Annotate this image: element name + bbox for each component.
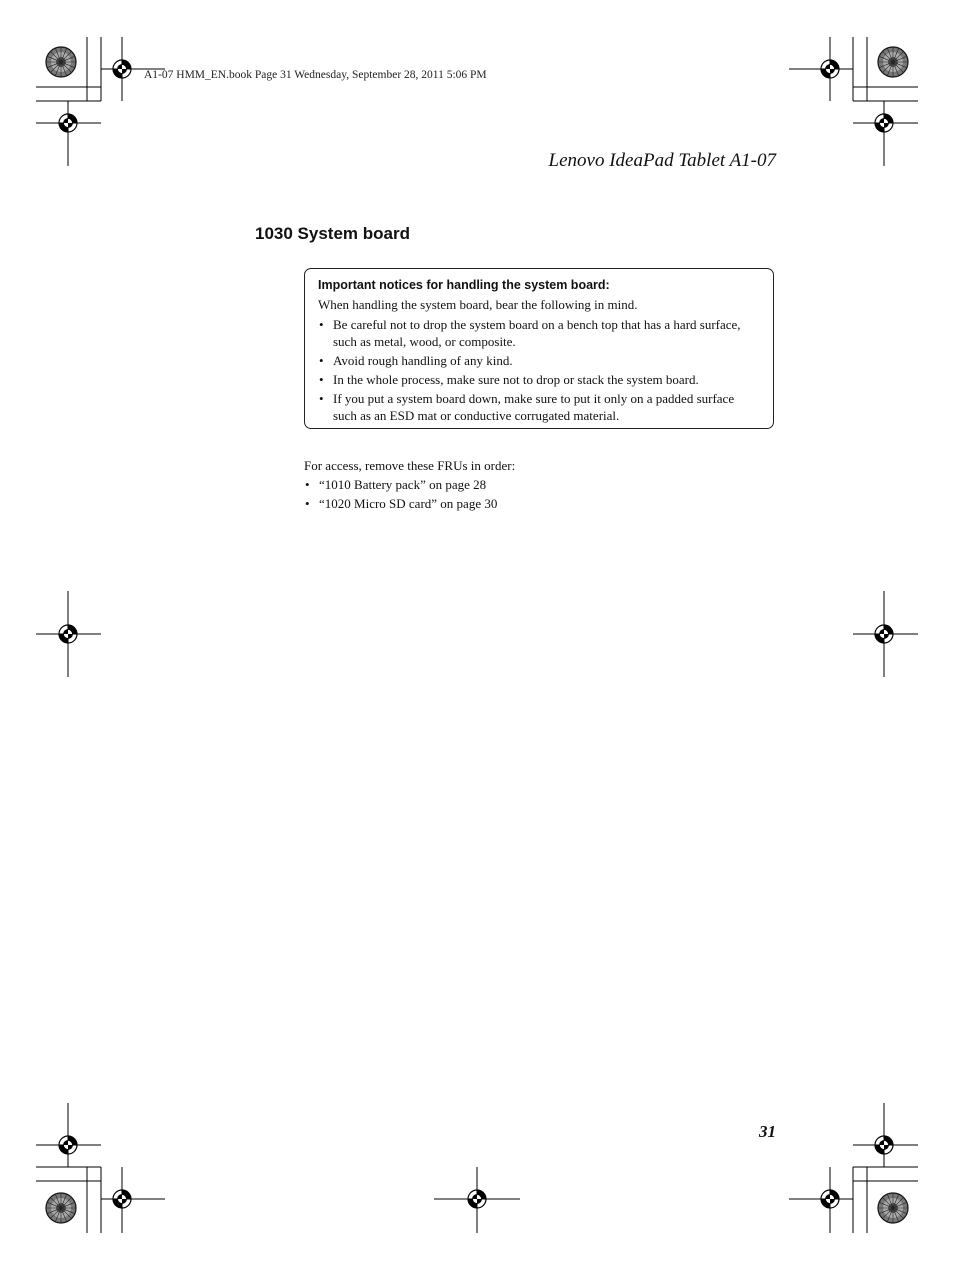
notice-title: Important notices for handling the system board: xyxy=(318,278,610,292)
access-section xyxy=(304,457,774,514)
bullet: • xyxy=(319,391,324,406)
running-head: Lenovo IdeaPad Tablet A1-07 xyxy=(548,150,776,171)
list-item: • Avoid rough handling of any kind. xyxy=(319,353,513,368)
bullet: • xyxy=(319,372,324,387)
access-intro: For access, remove these FRUs in order: xyxy=(304,458,516,473)
section-title: 1030 System board xyxy=(255,224,410,243)
print-slug: A1-07 HMM_EN.book Page 31 Wednesday, September 28, 2011 5:06 PM xyxy=(144,69,487,81)
page-number: 31 xyxy=(759,1122,776,1141)
notice-list xyxy=(318,316,760,424)
bullet: • xyxy=(305,496,310,511)
list-item xyxy=(304,476,774,493)
fru-link-micro-sd-card[interactable]: “1020 Micro SD card” on page 30 xyxy=(319,496,498,511)
notice-intro: When handling the system board, bear the following in mind. xyxy=(318,297,638,312)
bullet: • xyxy=(319,353,324,368)
bullet: • xyxy=(305,477,310,492)
list-item: • If you put a system board down, make sure to put it only on a padded surface such as an ESD mat or conductive corrugated material. xyxy=(319,391,735,423)
list-item: • In the whole process, make sure not to drop or stack the system board. xyxy=(319,372,699,387)
bullet: • xyxy=(319,317,324,332)
list-item: • Be careful not to drop the system board on a bench top that has a hard surface, such as metal, wood, or composite. xyxy=(319,317,741,349)
fru-list xyxy=(304,476,774,512)
notice-box xyxy=(304,268,774,429)
fru-link-battery-pack[interactable]: “1010 Battery pack” on page 28 xyxy=(319,477,487,492)
list-item xyxy=(304,495,774,512)
